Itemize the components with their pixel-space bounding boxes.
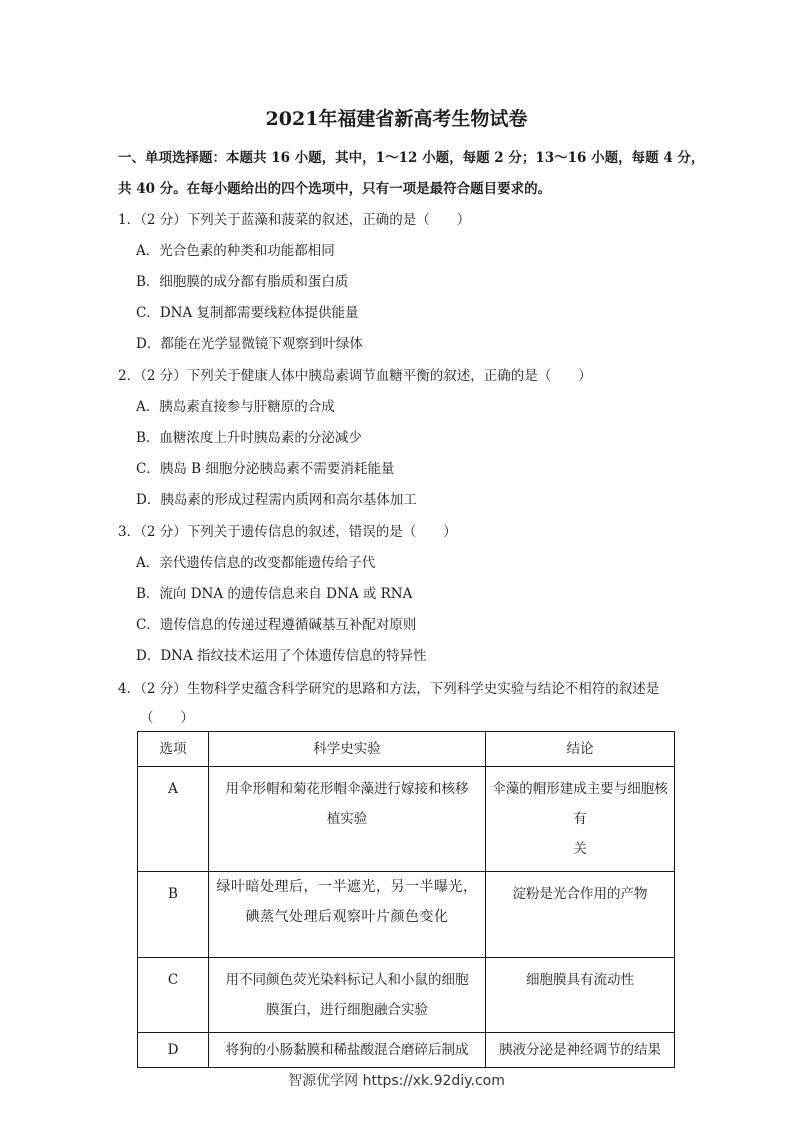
watermark-footer: 智源优学网 https://xk.92diy.com xyxy=(288,1073,505,1089)
row-experiment: 用不同颜色荧光染料标记人和小鼠的细胞 膜蛋白，进行细胞融合实验 xyxy=(209,958,486,1033)
page-title: 2021年福建省新高考生物试卷 xyxy=(265,108,528,130)
table-row xyxy=(138,1033,675,1068)
question-3-stem: 3．（2 分）下列关于遗传信息的叙述，错误的是（ ） xyxy=(118,524,457,540)
science-history-table xyxy=(137,731,675,1068)
question-4-stem: 4．（2 分）生物科学史蕴含科学研究的思路和方法，下列科学史实验与结论不相符的叙述是 xyxy=(118,681,660,697)
row-conclusion: 伞藻的帽形建成主要与细胞核有 关 xyxy=(486,767,675,872)
question-2-option-a: A．胰岛素直接参与肝糖原的合成 xyxy=(136,399,335,415)
question-2-option-b: B．血糖浓度上升时胰岛素的分泌减少 xyxy=(136,430,362,446)
question-2-option-c: C．胰岛 B 细胞分泌胰岛素不需要消耗能量 xyxy=(136,461,395,477)
table-header-experiment: 科学史实验 xyxy=(209,732,486,767)
question-3-option-b: B．流向 DNA 的遗传信息来自 DNA 或 RNA xyxy=(136,586,413,602)
row-experiment: 用伞形帽和菊花形帽伞藻进行嫁接和核移 植实验 xyxy=(209,767,486,872)
table-header-option: 选项 xyxy=(138,732,209,767)
question-1-option-c: C．DNA 复制都需要线粒体提供能量 xyxy=(136,305,359,321)
table-row xyxy=(138,872,675,958)
table-row xyxy=(138,767,675,872)
row-conclusion: 细胞膜具有流动性 xyxy=(486,958,675,1033)
question-2-option-d: D．胰岛素的形成过程需内质网和高尔基体加工 xyxy=(136,492,417,508)
row-conclusion: 胰液分泌是神经调节的结果 xyxy=(486,1033,675,1068)
question-4-stem-cont: （ ） xyxy=(140,710,194,726)
table-header-conclusion: 结论 xyxy=(486,732,675,767)
row-conclusion: 淀粉是光合作用的产物 xyxy=(486,872,675,958)
row-experiment: 将狗的小肠黏膜和稀盐酸混合磨碎后制成 xyxy=(209,1033,486,1068)
question-1-option-a: A．光合色素的种类和功能都相同 xyxy=(136,243,335,259)
question-3-option-a: A．亲代遗传信息的改变都能遗传给子代 xyxy=(136,555,376,571)
question-1-option-d: D．都能在光学显微镜下观察到叶绿体 xyxy=(136,336,363,352)
question-3-option-c: C．遗传信息的传递过程遵循碱基互补配对原则 xyxy=(136,617,417,633)
section-heading-line1: 一、单项选择题：本题共 16 小题，其中，1～12 小题，每题 2 分；13～16 小题，每题 4 分， xyxy=(118,150,705,166)
question-1-option-b: B．细胞膜的成分都有脂质和蛋白质 xyxy=(136,274,349,290)
table-row xyxy=(138,958,675,1033)
table-header-row xyxy=(138,732,675,767)
question-2-stem: 2．（2 分）下列关于健康人体中胰岛素调节血糖平衡的叙述，正确的是（ ） xyxy=(118,368,592,384)
question-1-stem: 1．（2 分）下列关于蓝藻和菠菜的叙述，正确的是（ ） xyxy=(118,212,471,228)
row-option: B xyxy=(138,872,209,958)
row-option: C xyxy=(138,958,209,1033)
row-experiment: 绿叶暗处理后，一半遮光，另一半曝光， 碘蒸气处理后观察叶片颜色变化 xyxy=(209,872,486,958)
section-heading-line2: 共 40 分。在每小题给出的四个选项中，只有一项是最符合题目要求的。 xyxy=(118,181,552,197)
row-option: D xyxy=(138,1033,209,1068)
row-option: A xyxy=(138,767,209,872)
question-3-option-d: D．DNA 指纹技术运用了个体遗传信息的特异性 xyxy=(136,648,427,664)
